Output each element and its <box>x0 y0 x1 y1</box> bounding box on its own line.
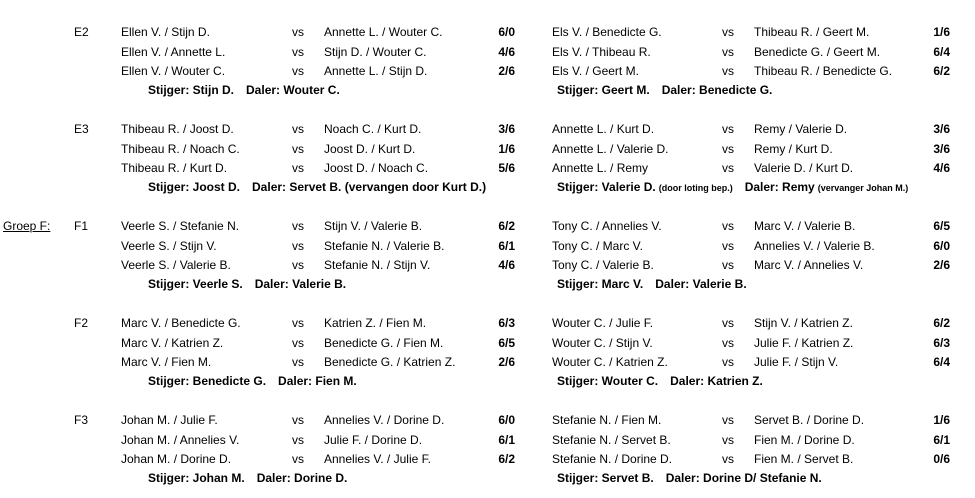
team-2: Benedicte G. / Katrien Z. <box>324 355 456 369</box>
team-2: Annelies V. / Valerie B. <box>754 238 875 253</box>
stijger-label: Stijger: Joost D. <box>148 179 241 194</box>
team-2: Fien M. / Servet B. <box>754 452 854 466</box>
team-1: Stefanie N. / Fien M. <box>552 413 662 427</box>
team-2: Julie F. / Katrien Z. <box>754 335 854 350</box>
team-2: Remy / Valerie D. <box>754 122 848 136</box>
daler-label: Daler: Dorine D. <box>256 470 348 485</box>
vs-label: vs <box>292 122 304 136</box>
match-score: 0/6 <box>933 452 950 466</box>
match-score: 2/6 <box>498 355 515 369</box>
team-2: Benedicte G. / Geert M. <box>754 44 881 59</box>
team-1: Ellen V. / Annette L. <box>121 44 226 59</box>
summary-line <box>148 83 340 97</box>
vs-label: vs <box>722 141 734 156</box>
team-1: Tony C. / Valerie B. <box>552 258 654 272</box>
team-2: Annette L. / Wouter C. <box>324 25 443 39</box>
team-2: Annette L. / Stijn D. <box>324 64 428 78</box>
summary-line <box>557 83 772 97</box>
team-2: Annelies V. / Julie F. <box>324 452 431 466</box>
daler-note: (vervanger Johan M.) <box>817 182 909 193</box>
match-score: 6/1 <box>498 432 515 447</box>
vs-label: vs <box>722 238 734 253</box>
match-score: 6/3 <box>933 335 950 350</box>
team-1: Veerle S. / Stijn V. <box>121 238 217 253</box>
team-1: Marc V. / Fien M. <box>121 355 212 369</box>
team-2: Valerie D. / Kurt D. <box>754 161 854 175</box>
vs-label: vs <box>292 141 304 156</box>
vs-label: vs <box>722 335 734 350</box>
team-1: Stefanie N. / Servet B. <box>552 432 671 447</box>
group-label: Groep F: <box>3 219 51 233</box>
team-2: Servet B. / Dorine D. <box>754 413 865 427</box>
team-2: Stefanie N. / Valerie B. <box>324 238 445 253</box>
team-1: Thibeau R. / Kurt D. <box>121 161 228 175</box>
team-1: Marc V. / Katrien Z. <box>121 335 224 350</box>
summary-line <box>148 277 346 291</box>
team-2: Julie F. / Stijn V. <box>754 355 839 369</box>
team-2: Stefanie N. / Stijn V. <box>324 258 431 272</box>
team-2: Stijn V. / Valerie B. <box>324 219 423 233</box>
stijger-label: Stijger: Marc V. <box>557 276 644 291</box>
match-score: 6/2 <box>498 452 515 466</box>
team-2: Noach C. / Kurt D. <box>324 122 422 136</box>
summary-line <box>148 471 347 485</box>
summary-line <box>557 180 908 194</box>
summary-line <box>557 374 763 388</box>
team-1: Marc V. / Benedicte G. <box>121 316 241 330</box>
team-2: Fien M. / Dorine D. <box>754 432 855 447</box>
match-score: 2/6 <box>933 258 950 272</box>
vs-label: vs <box>292 432 304 447</box>
summary-line <box>148 374 357 388</box>
match-score: 3/6 <box>933 122 950 136</box>
daler-label: Daler: Servet B. (vervangen door Kurt D.) <box>252 179 487 194</box>
vs-label: vs <box>722 452 734 466</box>
daler-label: Daler: Dorine D/ Stefanie N. <box>665 470 822 485</box>
vs-label: vs <box>292 413 304 427</box>
vs-label: vs <box>292 64 304 78</box>
team-1: Tony C. / Annelies V. <box>552 219 662 233</box>
match-score: 6/3 <box>498 316 515 330</box>
match-score: 2/6 <box>498 64 515 78</box>
team-1: Els V. / Thibeau R. <box>552 44 651 59</box>
stijger-label: Stijger: Servet B. <box>557 470 654 485</box>
vs-label: vs <box>292 238 304 253</box>
stijger-label: Stijger: Valerie D. <box>557 179 656 194</box>
team-2: Joost D. / Noach C. <box>324 161 429 175</box>
team-1: Ellen V. / Wouter C. <box>121 64 226 78</box>
team-2: Benedicte G. / Fien M. <box>324 335 444 350</box>
vs-label: vs <box>292 219 304 233</box>
daler-label: Daler: Fien M. <box>278 373 357 388</box>
stijger-label: Stijger: Wouter C. <box>557 373 659 388</box>
team-2: Thibeau R. / Benedicte G. <box>754 64 893 78</box>
team-1: Thibeau R. / Noach C. <box>121 141 240 156</box>
team-1: Tony C. / Marc V. <box>552 238 643 253</box>
stijger-note: (door loting bep.) <box>658 182 733 193</box>
daler-label: Daler: Wouter C. <box>246 82 340 97</box>
summary-line <box>148 180 486 194</box>
team-1: Annette L. / Valerie D. <box>552 141 669 156</box>
team-1: Veerle S. / Stefanie N. <box>121 219 240 233</box>
team-2: Julie F. / Dorine D. <box>324 432 423 447</box>
section-code: F1 <box>74 219 89 233</box>
match-score: 5/6 <box>498 161 515 175</box>
match-score: 6/5 <box>933 219 950 233</box>
team-1: Wouter C. / Katrien Z. <box>552 355 668 369</box>
team-1: Stefanie N. / Dorine D. <box>552 452 673 466</box>
match-score: 6/0 <box>498 413 515 427</box>
match-score: 1/6 <box>498 141 515 156</box>
daler-label: Daler: Benedicte G. <box>661 82 773 97</box>
vs-label: vs <box>292 335 304 350</box>
team-2: Joost D. / Kurt D. <box>324 141 416 156</box>
section-code: E3 <box>74 122 89 136</box>
daler-label: Daler: Remy <box>744 179 815 194</box>
vs-label: vs <box>722 25 734 39</box>
team-1: Johan M. / Julie F. <box>121 413 218 427</box>
summary-line <box>557 471 822 485</box>
team-2: Stijn V. / Katrien Z. <box>754 316 853 330</box>
match-score: 4/6 <box>498 258 515 272</box>
section-code: E2 <box>74 25 89 39</box>
stijger-label: Stijger: Stijn D. <box>148 82 235 97</box>
stijger-label: Stijger: Benedicte G. <box>148 373 267 388</box>
daler-label: Daler: Valerie B. <box>655 276 747 291</box>
stijger-label: Stijger: Geert M. <box>557 82 650 97</box>
summary-line <box>557 277 747 291</box>
vs-label: vs <box>722 432 734 447</box>
match-score: 6/2 <box>498 219 515 233</box>
team-1: Wouter C. / Julie F. <box>552 316 654 330</box>
match-score: 3/6 <box>933 141 950 156</box>
section-code: F3 <box>74 413 89 427</box>
match-score: 6/4 <box>933 44 950 59</box>
team-2: Marc V. / Annelies V. <box>754 258 864 272</box>
stijger-label: Stijger: Johan M. <box>148 470 245 485</box>
vs-label: vs <box>722 355 734 369</box>
match-score: 1/6 <box>933 413 950 427</box>
vs-label: vs <box>292 452 304 466</box>
match-score: 6/1 <box>498 238 515 253</box>
section-code: F2 <box>74 316 89 330</box>
vs-label: vs <box>292 316 304 330</box>
team-1: Els V. / Benedicte G. <box>552 25 662 39</box>
match-score: 6/0 <box>498 25 515 39</box>
team-1: Annette L. / Remy <box>552 161 649 175</box>
match-score: 6/4 <box>933 355 950 369</box>
team-2: Stijn D. / Wouter C. <box>324 44 427 59</box>
match-score: 4/6 <box>498 44 515 59</box>
match-score: 6/2 <box>933 64 950 78</box>
team-2: Thibeau R. / Geert M. <box>754 25 870 39</box>
team-1: Johan M. / Annelies V. <box>121 432 240 447</box>
vs-label: vs <box>722 316 734 330</box>
vs-label: vs <box>722 413 734 427</box>
vs-label: vs <box>722 64 734 78</box>
team-1: Annette L. / Kurt D. <box>552 122 655 136</box>
daler-label: Daler: Valerie B. <box>254 276 347 291</box>
team-2: Remy / Kurt D. <box>754 141 833 156</box>
match-score: 4/6 <box>933 161 950 175</box>
vs-label: vs <box>292 25 304 39</box>
team-1: Els V. / Geert M. <box>552 64 639 78</box>
vs-label: vs <box>722 219 734 233</box>
vs-label: vs <box>292 44 304 59</box>
vs-label: vs <box>722 44 734 59</box>
team-2: Marc V. / Valerie B. <box>754 219 856 233</box>
team-2: Katrien Z. / Fien M. <box>324 316 427 330</box>
match-score: 6/2 <box>933 316 950 330</box>
vs-label: vs <box>722 258 734 272</box>
team-1: Veerle S. / Valerie B. <box>121 258 231 272</box>
vs-label: vs <box>292 355 304 369</box>
vs-label: vs <box>722 122 734 136</box>
match-score: 6/1 <box>933 432 950 447</box>
daler-label: Daler: Katrien Z. <box>670 373 763 388</box>
match-score: 6/0 <box>933 238 950 253</box>
match-score: 1/6 <box>933 25 950 39</box>
team-1: Johan M. / Dorine D. <box>121 452 232 466</box>
stijger-label: Stijger: Veerle S. <box>148 276 243 291</box>
match-score: 3/6 <box>498 122 515 136</box>
team-1: Thibeau R. / Joost D. <box>121 122 234 136</box>
team-2: Annelies V. / Dorine D. <box>324 413 445 427</box>
vs-label: vs <box>292 161 304 175</box>
vs-label: vs <box>292 258 304 272</box>
match-score: 6/5 <box>498 335 515 350</box>
team-1: Wouter C. / Stijn V. <box>552 335 653 350</box>
team-1: Ellen V. / Stijn D. <box>121 25 210 39</box>
vs-label: vs <box>722 161 734 175</box>
